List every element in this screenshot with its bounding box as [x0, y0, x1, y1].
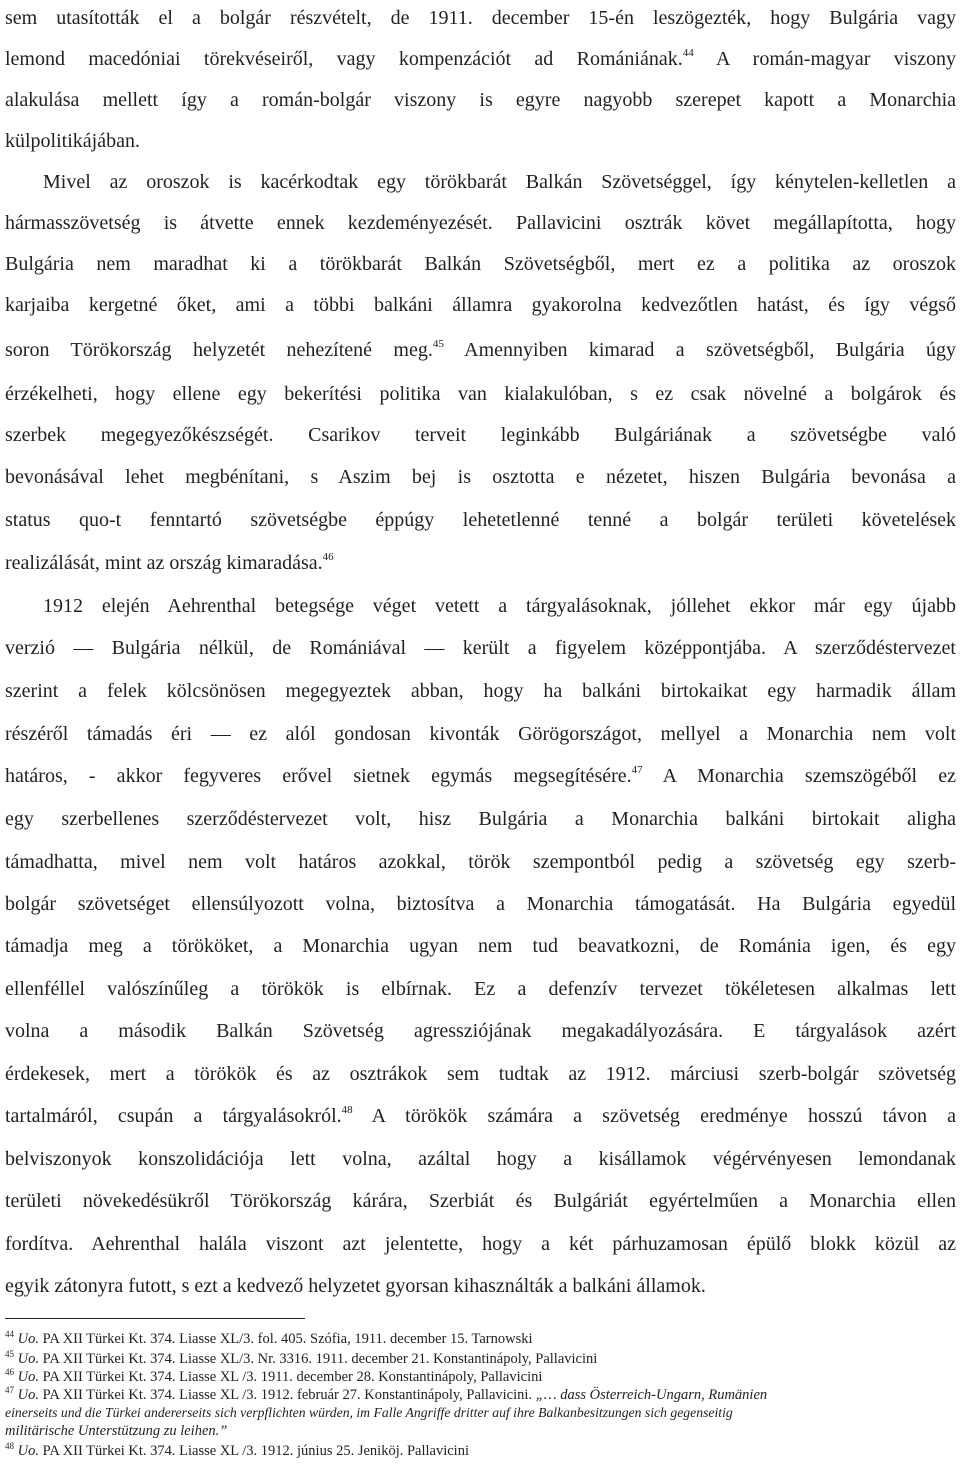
footnote-ref[interactable]: 48 — [341, 1104, 353, 1116]
body-line: Bulgária nem maradhat ki a törökbarát Balkán Szövetségből, mert ez a politika az oroszok — [5, 253, 956, 275]
footnote-separator — [5, 1318, 305, 1319]
body-line: status quo-t fenntartó szövetségbe éppúgy lehetetlenné tenné a bolgár területi követelések — [5, 509, 956, 531]
body-line: érdekesek, mert a törökök és az osztrákok sem tudtak az 1912. márciusi szerb-bolgár szövetség — [5, 1063, 956, 1085]
body-line: szerbek megegyezőkészségét. Csarikov terveit leginkább Bulgáriának a szövetségbe való — [5, 424, 956, 446]
footnote-47: $^{47}$ Uo. PA XII Türkei Kt. 374. Liasse XL /3. 1912. február 27. Konstantinápoly, Pallavicini. „… dass Österreich-Ungarn, Rumänien — [5, 1385, 768, 1403]
footnote-44: $^{44}$ Uo. PA XII Türkei Kt. 374. Liasse XL/3. fol. 405. Szófia, 1911. december 15. Tarnowski — [5, 1329, 533, 1347]
body-line: alakulása mellett így a román-bolgár viszony is egyre nagyobb szerepet kapott a Monarchia — [5, 89, 956, 111]
body-line: bevonásával lehet megbénítani, s Aszim bej is osztotta e nézetet, hiszen Bulgária bevonása a — [5, 466, 956, 488]
body-line: egy szerbellenes szerződéstervezet volt, hisz Bulgária a Monarchia balkáni birtokait aligha — [5, 808, 956, 830]
body-line: hármasszövetség is átvette ennek kezdeményezését. Pallavicini osztrák követ megállapította, hogy — [5, 212, 956, 234]
paragraph-first-line: 1912 elején Aehrenthal betegsége véget vetett a tárgyalásoknak, jóllehet ekkor már egy újabb — [43, 595, 956, 617]
body-line: támadhatta, mivel nem volt határos azokkal, török szempontból pedig a szövetség egy szerb- — [5, 851, 956, 873]
footnote-ref[interactable]: 44 — [682, 47, 694, 59]
footnote-46: $^{46}$ Uo. PA XII Türkei Kt. 374. Liasse XL /3. 1911. december 28. Konstantinápoly, Pallavicini — [5, 1367, 543, 1385]
body-line: belviszonyok konszolidációja lett volna, azáltal hogy a kisállamok végérvényesen lemondanak — [5, 1148, 956, 1170]
body-line: támadja meg a törököket, a Monarchia ugyan nem tud beavatkozni, de Románia igen, és egy — [5, 935, 956, 957]
body-line: karjaiba kergetné őket, ami a többi balkáni államra gyakorolna kedvezőtlen hatást, és így végső — [5, 294, 956, 316]
footnote-47-quote-end: militärische Unterstützung zu leihen.” — [5, 1423, 228, 1439]
body-line: fordítva. Aehrenthal halála viszont azt jelentette, hogy a két párhuzamosan épülő blokk közül az — [5, 1233, 956, 1255]
footnote-ref[interactable]: 47 — [631, 764, 643, 776]
body-line: verzió — Bulgária nélkül, de Romániával — került a figyelem középpontjába. A szerződéstervezet — [5, 637, 956, 659]
body-line: ellenféllel valószínűleg a törökök is elbírnak. Ez a defenzív tervezet tökéletesen alkalmas lett — [5, 978, 956, 1000]
footnote-47-quote: einerseits und die Türkei andererseits sich verpflichten würden, im Falle Angriffe dritter auf ihre Balkanbesitzungen sich gegenseitig — [5, 1405, 733, 1420]
footnote-ref[interactable]: 45 — [432, 338, 444, 350]
body-line: soron Törökország helyzetét nehezítené meg.$^{45}$ Amennyiben kimarad a szövetségből, Bulgária úgy — [5, 338, 956, 361]
body-line: területi növekedésükről Törökország kárára, Szerbiát és Bulgáriát egyértelműen a Monarchia ellen — [5, 1190, 956, 1212]
body-line: sem utasították el a bolgár részvételt, de 1911. december 15-én leszögezték, hogy Bulgária vagy — [5, 7, 956, 29]
body-line: volna a második Balkán Szövetség agressziójának megakadályozására. E tárgyalások azért — [5, 1020, 956, 1042]
footnote-ref[interactable]: 46 — [322, 551, 334, 563]
paragraph-first-line: Mivel az oroszok is kacérkodtak egy törökbarát Balkán Szövetséggel, így kénytelen-kelletlen a — [43, 171, 956, 193]
body-line: lemond macedóniai törekvéseiről, vagy kompenzációt ad Romániának.$^{44}$ A román-magyar viszony — [5, 47, 956, 70]
body-line: tartalmáról, csupán a tárgyalásokról.$^{48}$ A törökök számára a szövetség eredménye hosszú távon a — [5, 1104, 956, 1127]
footnote-45: $^{45}$ Uo. PA XII Türkei Kt. 374. Liasse XL/3. Nr. 3316. 1911. december 21. Konstantinápoly, Pallavicini — [5, 1349, 598, 1367]
body-line: határos, - akkor fegyveres erővel sietnek egymás megsegítésére.$^{47}$ A Monarchia szemszögéből ez — [5, 764, 956, 787]
body-line: bolgár szövetséget ellensúlyozott volna, biztosítva a Monarchia támogatását. Ha Bulgária egyedül — [5, 893, 956, 915]
body-line: külpolitikájában. — [5, 130, 140, 152]
body-line: szerint a felek kölcsönösen megegyeztek abban, hogy ha balkáni birtokaikat egy harmadik állam — [5, 680, 956, 702]
body-line: érzékelheti, hogy ellene egy bekerítési politika van kialakulóban, s ez csak növelné a bolgárok és — [5, 383, 956, 405]
body-line: egyik zátonyra futott, s ezt a kedvező helyzetet gyorsan kihasználták a balkáni államok. — [5, 1275, 706, 1297]
footnote-48: $^{48}$ Uo. PA XII Türkei Kt. 374. Liasse XL /3. 1912. június 25. Jeniköj. Pallavicini — [5, 1441, 469, 1459]
body-line: realizálását, mint az ország kimaradása.$^{46}$ — [5, 551, 334, 574]
body-line: részéről támadás éri — ez alól gondosan kivonták Görögországot, mellyel a Monarchia nem volt — [5, 723, 956, 745]
